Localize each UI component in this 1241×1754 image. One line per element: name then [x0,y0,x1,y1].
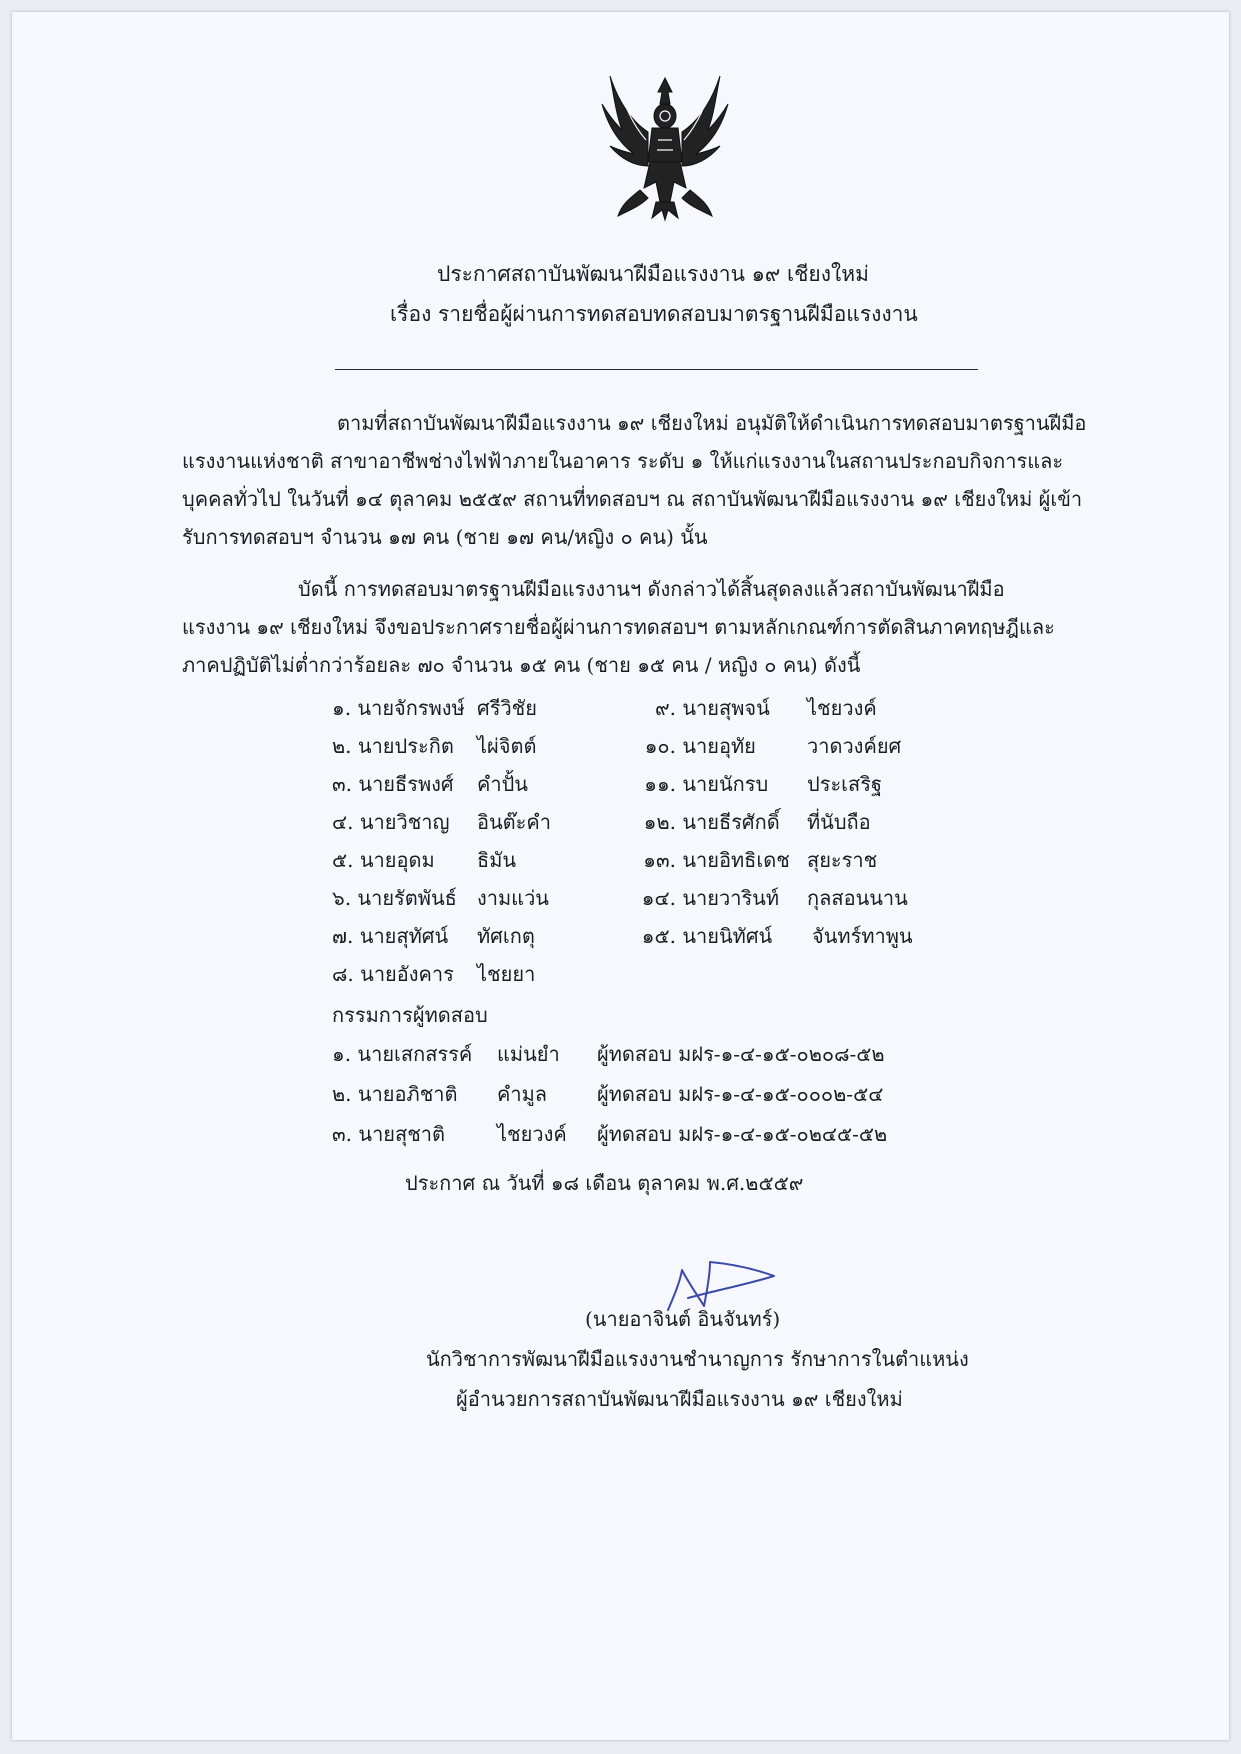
list-item: ๑๓. นายอิทธิเดช สุยะราช [643,848,878,872]
paragraph2-line2: แรงงาน ๑๙ เชียงใหม่ จึงขอประกาศรายชื่อผู้ผ่านการทดสอบฯ ตามหลักเกณฑ์การตัดสินภาคทฤษฎีและ [182,615,1055,639]
list-item: ๑๔. นายวารินท์ กุลสอนนาน [641,886,908,910]
list-item: ๘. นายอังคาร ไชยยา [332,962,536,986]
list-item: ๕. นายอุดม ธิมัน [332,848,517,872]
list-item: ๔. นายวิชาญ อินต๊ะคำ [332,810,552,834]
list-item: ๖. นายรัตพันธ์ งามแว่น [332,886,549,910]
paragraph1-line4: รับการทดสอบฯ จำนวน ๑๗ คน (ชาย ๑๗ คน/หญิง ๐ คน) นั้น [182,525,708,549]
committee-heading: กรรมการผู้ทดสอบ [332,1003,488,1027]
list-item: ๙. นายสุพจน์ ไชยวงค์ [654,696,877,720]
list-item: ๑๑. นายนักรบ ประเสริฐ [644,772,882,796]
title-divider [335,369,978,370]
list-item: ๑. นายเสกสรรค์ แม่นยำ ผู้ทดสอบ มฝร-๑-๔-๑๕-๐๒๐๘-๕๒ [332,1042,885,1066]
signatory-position-line2: ผู้อำนวยการสถาบันพัฒนาฝีมือแรงงาน ๑๙ เชียงใหม่ [456,1387,903,1411]
paragraph1-line2: แรงงานแห่งชาติ สาขาอาชีพช่างไฟฟ้าภายในอาคาร ระดับ ๑ ให้แก่แรงงานในสถานประกอบกิจการและ [182,449,1064,473]
list-item: ๒. นายประกิต ไผ่จิตต์ [332,734,537,758]
list-item: ๑๐. นายอุทัย วาดวงค์ยศ [644,734,902,758]
announcement-title: ประกาศสถาบันพัฒนาฝีมือแรงงาน ๑๙ เชียงใหม่ [437,262,869,286]
paragraph1-line3: บุคคลทั่วไป ในวันที่ ๑๔ ตุลาคม ๒๕๕๙ สถานที่ทดสอบฯ ณ สถาบันพัฒนาฝีมือแรงงาน ๑๙ เชียงใหม่ ผู้เข้า [182,487,1083,511]
signatory-position-line1: นักวิชาการพัฒนาฝีมือแรงงานชำนาญการ รักษาการในตำแหน่ง [426,1347,969,1371]
list-item: ๑๒. นายธีรศักดิ์ ที่นับถือ [643,810,871,834]
paragraph2-line3: ภาคปฏิบัติไม่ต่ำกว่าร้อยละ ๗๐ จำนวน ๑๕ คน (ชาย ๑๕ คน / หญิง ๐ คน) ดังนี้ [182,653,861,677]
list-item: ๒. นายอภิชาติ คำมูล ผู้ทดสอบ มฝร-๑-๔-๑๕-๐๐๐๒-๕๔ [332,1082,884,1106]
list-item: ๑๕. นายนิทัศน์ จันทร์ทาพูน [641,924,913,948]
list-item: ๗. นายสุทัศน์ ทัศเกตุ [332,924,535,948]
garuda-emblem-icon [600,70,730,222]
list-item: ๓. นายสุชาติ ไชยวงค์ ผู้ทดสอบ มฝร-๑-๔-๑๕-๐๒๔๕-๕๒ [332,1122,888,1146]
paragraph1-line1: ตามที่สถาบันพัฒนาฝีมือแรงงาน ๑๙ เชียงใหม่ อนุมัติให้ดำเนินการทดสอบมาตรฐานฝีมือ [337,411,1087,435]
signatory-name: (นายอาจินต์ อินจันทร์) [585,1307,781,1331]
paragraph2-line1: บัดนี้ การทดสอบมาตรฐานฝีมือแรงงานฯ ดังกล่าวได้สิ้นสุดลงแล้วสถาบันพัฒนาฝีมือ [298,577,1005,601]
announcement-date: ประกาศ ณ วันที่ ๑๘ เดือน ตุลาคม พ.ศ.๒๕๕๙ [405,1171,804,1195]
list-item: ๓. นายธีรพงศ์ คำปั้น [332,772,528,796]
document-page [12,12,1229,1740]
announcement-subject: เรื่อง รายชื่อผู้ผ่านการทดสอบทดสอบมาตรฐานฝีมือแรงงาน [390,302,918,326]
list-item: ๑. นายจักรพงษ์ ศรีวิชัย [332,696,537,720]
